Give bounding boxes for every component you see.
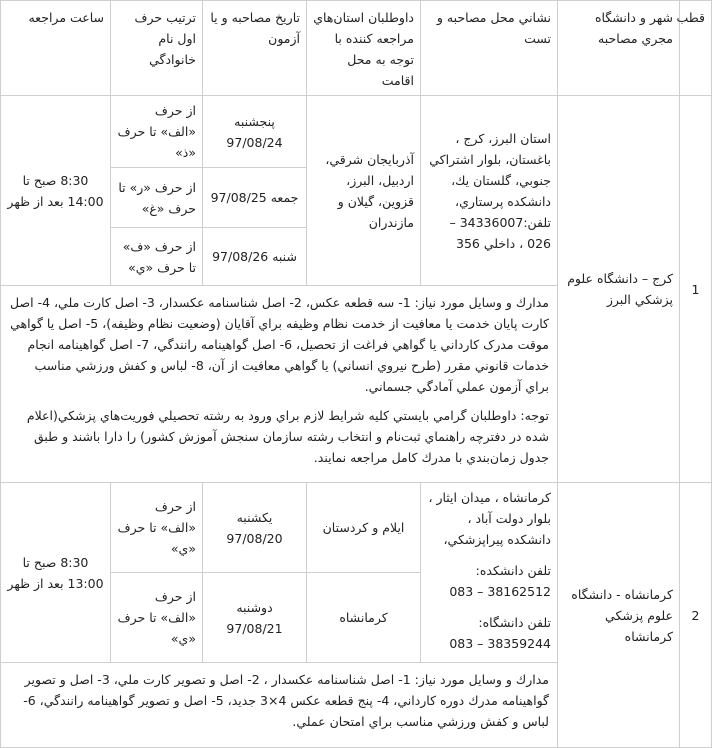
letter-range: از حرف «ف» تا حرف «ي»	[111, 228, 203, 286]
letter-range: از حرف «ر» تا حرف «غ»	[111, 168, 203, 228]
address-text: کرمانشاه ، ميدان ايثار ، بلوار دولت آباد ، دانشکده پيراپزشکي،	[428, 490, 551, 547]
header-region: قطب	[680, 1, 712, 96]
visit-time: 8:30 صبح تا 13:00 بعد از ظهر	[1, 483, 111, 663]
letter-range: از حرف «الف» تا حرف «ذ»	[111, 96, 203, 168]
university-name: کرج – دانشگاه علوم پزشکي البرز	[558, 96, 680, 483]
header-time: ساعت مراجعه	[1, 1, 111, 96]
interview-date: جمعه 97/08/25	[203, 168, 307, 228]
table-row	[1, 483, 712, 573]
provinces-list: ايلام و کردستان	[307, 483, 421, 573]
letter-range: از حرف «الف» تا حرف «ي»	[111, 483, 203, 573]
interview-address	[421, 483, 558, 663]
header-date: تاريخ مصاحبه و يا آزمون	[203, 1, 307, 96]
attention-note: توجه: داوطلبان گرامي بايستي كليه شرايط لازم براي ورود به رشته تحصيلي فوريت‌هاي پزشكي(اعلام شده در دفترچه راهنماي ثبت‌نام و انتخاب رشته سازمان سنجش آموزش كشور) را دارا باشند و طبق جدول زمان‌بندي با مدرك كامل مراجعه نمايند.	[26, 408, 549, 465]
region-number: 1	[680, 96, 712, 483]
visit-time: 8:30 صبح تا 14:00 بعد از ظهر	[1, 96, 111, 286]
table-row	[1, 96, 712, 168]
faculty-phone: تلفن دانشکده: 38162512 – 083	[449, 563, 551, 599]
interview-date: دوشنبه 97/08/21	[203, 573, 307, 663]
notes-cell	[1, 286, 558, 483]
required-documents: مدارك و وسايل مورد نياز: 1- سه قطعه عكس، 2- اصل شناسنامه عكسدار، 3- اصل كارت ملي، 4- اصل كارت پايان خدمت يا معافيت از خدمت نظام وظيفه براي آقايان (وضعيت نظام وظيفه)، 5- اصل يا گواهي موقت مدرک کارداني يا گواهي فراغت از تحصيل، 6- اصل گواهينامه رانندگي، 7- اصل گواهينامه انجام خدمات قانوني مقرر (طرح نيروي انساني) يا گواهي معافيت از آن، 8- لباس و كفش ورزشي مناسب براي آزمون عملي آمادگي جسماني.	[10, 295, 549, 394]
header-provinces: داوطلبان استان‌هاي مراجعه کننده با توجه به محل اقامت	[307, 1, 421, 96]
header-university: شهر و دانشگاه مجري مصاحبه	[558, 1, 680, 96]
letter-range: از حرف «الف» تا حرف «ي»	[111, 573, 203, 663]
university-name: کرمانشاه - دانشگاه علوم پزشکي کرمانشاه	[558, 483, 680, 748]
interview-address: استان البرز، کرج ، باغستان، بلوار اشتراکي جنوبي، گلستان يك، دانشكده پرستاري، تلفن:34336007 – 026 ، داخلي 356	[421, 96, 558, 286]
interview-date: پنجشنبه 97/08/24	[203, 96, 307, 168]
header-row	[1, 1, 712, 96]
provinces-list: آذربايجان شرقي، اردبيل، البرز، قزوين، گيلان و مازندران	[307, 96, 421, 286]
required-documents: مدارك و وسايل مورد نياز: 1- اصل شناسنامه عكسدار ، 2- اصل و تصوير كارت ملي، 3- اصل و تصوير گواهينامه مدرك دوره كارداني، 4- پنج قطعه عكس 4×3 جديد، 5- اصل و تصوير گواهينامه رانندگي، 6- لباس و كفش ورزشي مناسب براي امتحان عملي.	[23, 672, 549, 729]
header-letters: ترتيب حرف اول نام خانوادگي	[111, 1, 203, 96]
interview-date: يکشنبه 97/08/20	[203, 483, 307, 573]
provinces-list: کرمانشاه	[307, 573, 421, 663]
region-number: 2	[680, 483, 712, 748]
interview-date: شنبه 97/08/26	[203, 228, 307, 286]
header-address: نشاني محل مصاحبه و تست	[421, 1, 558, 96]
university-phone: تلفن دانشگاه: 38359244 – 083	[449, 615, 551, 651]
notes-cell	[1, 663, 558, 748]
